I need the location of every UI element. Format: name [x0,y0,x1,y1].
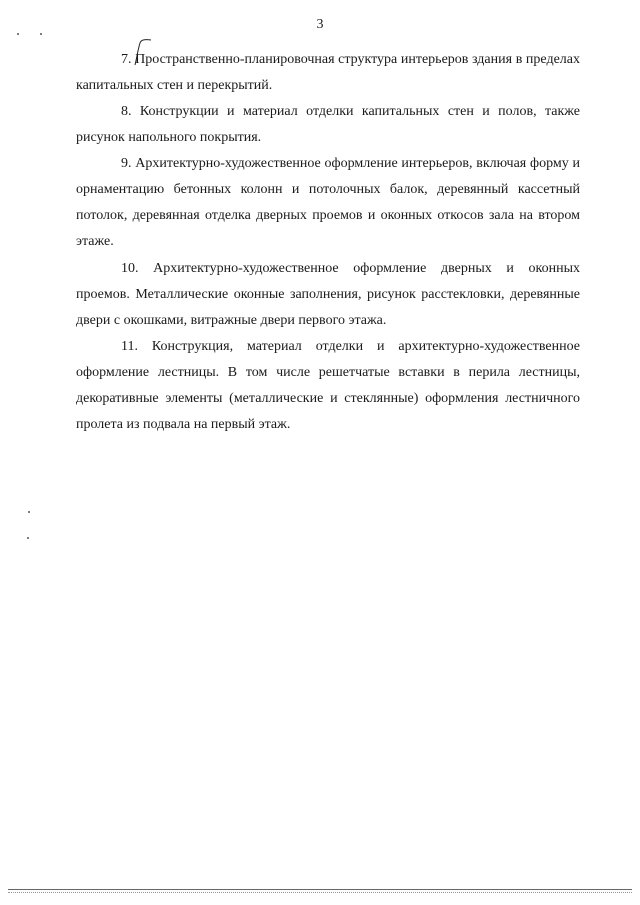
list-item-11: 11. Конструкция, материал отделки и архитектурно-художественное оформление лестницы. В том числе решетчатые вставки в перила лестницы, декоративные элементы (металлические и стеклянные) оформления лестничного пролета из подвала на первый этаж. [76,339,580,432]
scan-speck [17,33,19,35]
list-item-10: 10. Архитектурно-художественное оформление дверных и оконных проемов. Металлические оконные заполнения, рисунок расстекловки, деревянные двери с окошками, витражные двери первого этажа. [76,261,580,328]
list-item-7: 7. Пространственно-планировочная структура интерьеров здания в пределах капитальных стен и перекрытий. [76,52,580,93]
page-bottom-edge [8,889,632,890]
scan-speck [40,33,42,35]
list-item-8: 8. Конструкции и материал отделки капитальных стен и полов, также рисунок напольного покрытия. [76,104,580,145]
scan-speck [27,537,29,539]
list-item-9: 9. Архитектурно-художественное оформление интерьеров, включая форму и орнаментацию бетонных колонн и потолочных балок, деревянный кассетный потолок, деревянная отделка дверных проемов и оконных откосов зала на втором этаже. [76,156,580,249]
scan-speck [28,511,30,513]
page-number: 3 [316,17,324,32]
page-bottom-edge-shadow [8,892,632,893]
